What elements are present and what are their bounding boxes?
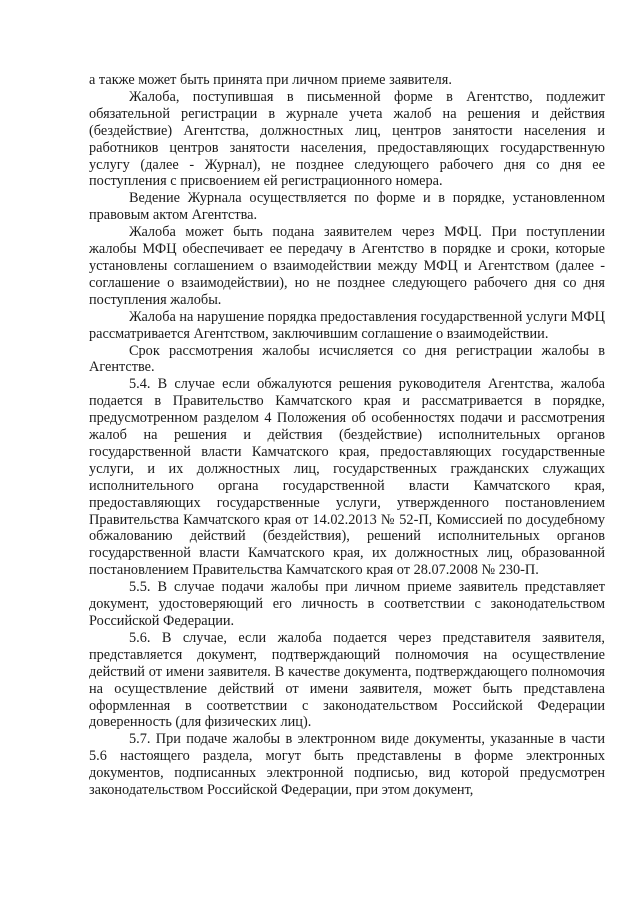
paragraph-mfc-submission: Жалоба может быть подана заявителем через МФЦ. При поступлении жалобы МФЦ обеспечивает ее передачу в Агентство в порядке и сроки, которые установлены соглашением о взаимодействии между МФЦ и Агентством (далее - соглашение о взаимодействии), но не позднее следующего рабочего дня со дня поступления жалобы. [89, 224, 605, 308]
paragraph-complaint-registration: Жалоба, поступившая в письменной форме в Агентство, подлежит обязательной регистрации в журнале учета жалоб на решения и действия (бездействие) Агентства, должностных лиц, центров занятости населения и работников центров занятости населения, предоставляющих государственную услугу (далее - Журнал), не позднее следующего рабочего дня со дня ее поступления с присвоением ей регистрационного номера. [89, 88, 605, 190]
paragraph-section-5-6: 5.6. В случае, если жалоба подается через представителя заявителя, представляется документ, подтверждающий полномочия на осуществление действий от имени заявителя. В качестве документа, подтверждающего полномочия на осуществление действий от имени заявителя, может быть представлена оформленная в соответствии с законодательством Российской Федерации доверенность (для физических лиц). [89, 629, 605, 731]
paragraph-section-5-5: 5.5. В случае подачи жалобы при личном приеме заявитель представляет документ, удостоверяющий его личность в соответствии с законодательством Российской Федерации. [89, 579, 605, 629]
paragraph-section-5-4: 5.4. В случае если обжалуются решения руководителя Агентства, жалоба подается в Правительство Камчатского края и рассматривается в порядке, предусмотренном разделом 4 Положения об особенностях подачи и рассмотрения жалоб на решения и действия (бездействие) исполнительных органов государственной власти Камчатского края, предоставляющих государственные услуги, и их должностных лиц, государственных гражданских служащих исполнительного органа государственной власти Камчатского края, предоставляющих государственные услуги, утвержденного постановлением Правительства Камчатского края от 14.02.2013 № 52-П, Комиссией по досудебному обжалованию действий (бездействия), решений исполнительных органов государственной власти Камчатского края, их должностных лиц, образованной постановлением Правительства Камчатского края от 28.07.2008 № 230-П. [89, 376, 605, 579]
document-page [89, 72, 605, 799]
paragraph-review-period: Срок рассмотрения жалобы исчисляется со дня регистрации жалобы в Агентстве. [89, 342, 605, 376]
paragraph-mfc-violation: Жалоба на нарушение порядка предоставления государственной услуги МФЦ рассматривается Агентством, заключившим соглашение о взаимодействии. [89, 308, 605, 342]
paragraph-section-5-7: 5.7. При подаче жалобы в электронном виде документы, указанные в части 5.6 настоящего раздела, могут быть представлены в форме электронных документов, подписанных электронной подписью, вид которой предусмотрен законодательством Российской Федерации, при этом документ, [89, 731, 605, 799]
paragraph-journal-maintenance: Ведение Журнала осуществляется по форме и в порядке, установленном правовым актом Агентства. [89, 190, 605, 224]
paragraph-continuation: а также может быть принята при личном приеме заявителя. [89, 72, 452, 88]
